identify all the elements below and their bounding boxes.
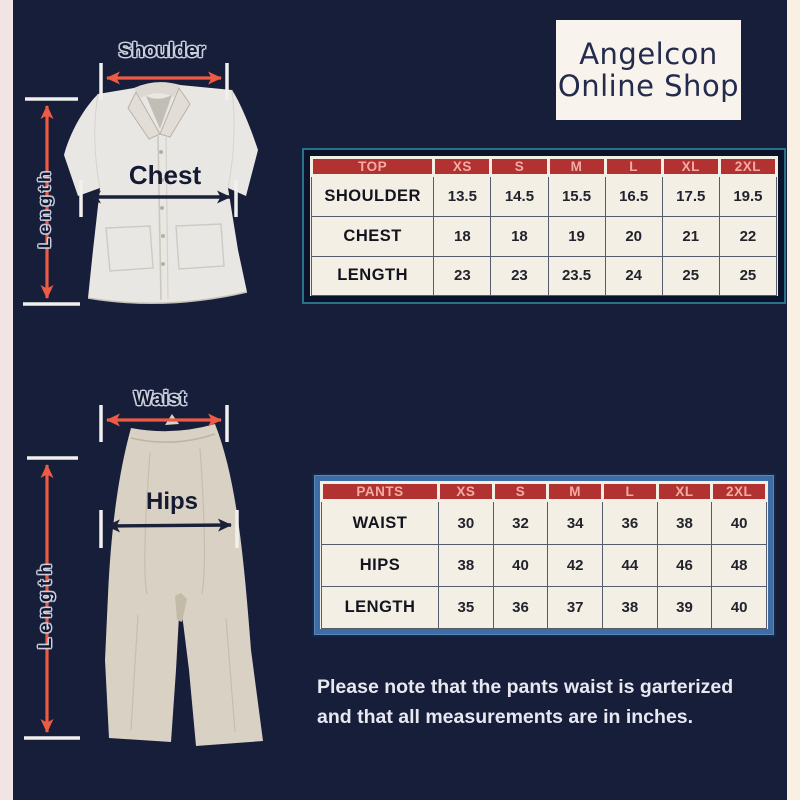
table-cell: 30: [439, 501, 494, 545]
table-cell: 36: [493, 587, 548, 629]
scrub-top-photo: [64, 82, 258, 303]
top-table-header-cell: TOP: [312, 158, 434, 176]
table-cell: 38: [657, 501, 712, 545]
table-cell: 16.5: [605, 176, 662, 217]
pants-table-header-cell: XS: [439, 483, 494, 501]
table-cell: 44: [603, 545, 658, 587]
table-cell: 36: [603, 501, 658, 545]
waist-label: Waist: [133, 388, 187, 410]
table-row: [312, 256, 777, 295]
table-cell: 18: [491, 217, 548, 256]
shoulder-label: Shoulder: [118, 40, 206, 62]
pants-table-header-cell: L: [603, 483, 658, 501]
pants-length-label: Length: [35, 559, 55, 649]
table-cell: 40: [712, 501, 767, 545]
top-table-header-cell: XS: [434, 158, 491, 176]
shop-logo: [556, 20, 741, 120]
row-label: HIPS: [322, 545, 439, 587]
row-label: SHOULDER: [312, 176, 434, 217]
table-row: [312, 176, 777, 217]
table-cell: 19.5: [719, 176, 776, 217]
shop-logo-line2: Online Shop: [557, 69, 740, 103]
table-cell: 24: [605, 256, 662, 295]
table-row: [322, 545, 767, 587]
table-cell: 22: [719, 217, 776, 256]
pants-photo: [105, 414, 263, 746]
table-cell: 38: [439, 545, 494, 587]
top-table-header-cell: XL: [662, 158, 719, 176]
table-row: [322, 501, 767, 545]
table-cell: 19: [548, 217, 605, 256]
table-cell: 14.5: [491, 176, 548, 217]
row-label: LENGTH: [322, 587, 439, 629]
table-cell: 20: [605, 217, 662, 256]
table-cell: 32: [493, 501, 548, 545]
table-cell: 39: [657, 587, 712, 629]
table-cell: 25: [719, 256, 776, 295]
table-cell: 23: [491, 256, 548, 295]
table-row: [322, 587, 767, 629]
table-cell: 21: [662, 217, 719, 256]
table-cell: 17.5: [662, 176, 719, 217]
hips-label: Hips: [145, 488, 198, 515]
note-line2: and that all measurements are in inches.: [317, 706, 694, 729]
top-table-header-cell: L: [605, 158, 662, 176]
table-cell: 23: [434, 256, 491, 295]
top-table-header-cell: M: [548, 158, 605, 176]
table-cell: 37: [548, 587, 603, 629]
pants-table-header-row: [322, 483, 767, 501]
row-label: WAIST: [322, 501, 439, 545]
pants-table-header-cell: PANTS: [322, 483, 439, 501]
pants-table-header-cell: XL: [657, 483, 712, 501]
chest-label: Chest: [128, 160, 202, 190]
top-table-header-cell: S: [491, 158, 548, 176]
row-label: LENGTH: [312, 256, 434, 295]
table-cell: 25: [662, 256, 719, 295]
top-length-label: Length: [35, 167, 54, 249]
note-line1: Please note that the pants waist is garterized: [317, 676, 734, 698]
table-cell: 40: [712, 587, 767, 629]
table-cell: 40: [493, 545, 548, 587]
right-edge-strip: [787, 0, 800, 800]
pants-size-table: [312, 473, 776, 637]
table-cell: 48: [712, 545, 767, 587]
pants-table-header-cell: 2XL: [712, 483, 767, 501]
table-cell: 38: [603, 587, 658, 629]
table-cell: 34: [548, 501, 603, 545]
table-cell: 18: [434, 217, 491, 256]
pants-table-header-cell: M: [548, 483, 603, 501]
table-cell: 15.5: [548, 176, 605, 217]
pants-table-header-cell: S: [493, 483, 548, 501]
top-table-header-row: [312, 158, 777, 176]
top-size-table: [302, 148, 786, 304]
top-table-header-cell: 2XL: [719, 158, 776, 176]
measurement-note: [317, 672, 782, 732]
table-cell: 23.5: [548, 256, 605, 295]
table-row: [312, 217, 777, 256]
table-cell: 35: [439, 587, 494, 629]
table-cell: 46: [657, 545, 712, 587]
shop-logo-line1: Angelcon: [579, 36, 718, 71]
table-cell: 42: [548, 545, 603, 587]
table-cell: 13.5: [434, 176, 491, 217]
row-label: CHEST: [312, 217, 434, 256]
